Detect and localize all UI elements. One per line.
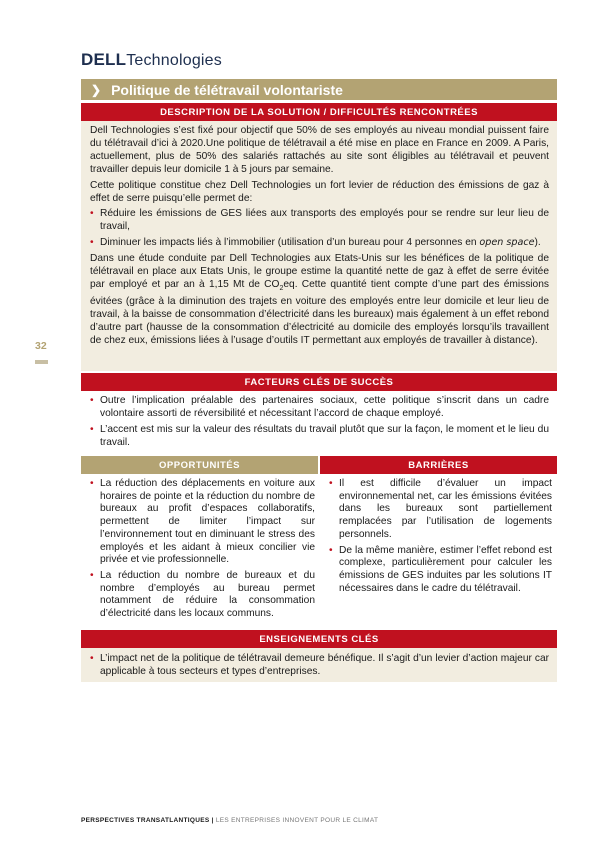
page-number: 32 xyxy=(35,340,47,352)
list-item xyxy=(90,478,315,567)
bullet-text: La réduction des déplacements en voiture aux horaires de pointe et la réduction du nombre de bureaux au profit d’espaces collaboratifs, permettent de limiter l’impact sur l’environnement tout en diminuant le stress des employés et les aidant à mieux concilier vie privée et vie professionnelle. xyxy=(100,478,315,566)
bullet-icon: • xyxy=(90,208,94,220)
section-heading-key-lessons: ENSEIGNEMENTS CLÉS xyxy=(81,630,557,648)
bullet-icon: • xyxy=(90,423,94,435)
paragraph-3-subscript: 2 xyxy=(279,285,284,292)
bullet-icon: • xyxy=(90,237,94,249)
success-factors-block xyxy=(81,395,557,453)
bullet-text: Diminuer les impacts liés à l’immobilier (utilisation d’un bureau pour 4 personnes en xyxy=(100,237,480,249)
list-item xyxy=(329,545,552,596)
bullet-icon: • xyxy=(329,544,333,556)
section-heading-description: DESCRIPTION DE LA SOLUTION / DIFFICULTÉS RENCONTRÉES xyxy=(81,103,557,121)
bullet-icon: • xyxy=(90,478,94,489)
opportunities-list xyxy=(90,478,315,621)
title-bar xyxy=(81,79,557,100)
footer-title: PERSPECTIVES TRANSATLANTIQUES xyxy=(81,817,210,824)
bullet-icon: • xyxy=(90,653,94,664)
description-block xyxy=(81,121,557,371)
list-item xyxy=(329,478,552,542)
description-paragraph-2: Cette politique constitue chez Dell Technologies un fort levier de réduction des émissions de gaz à effet de serre puisqu’elle permet de: xyxy=(90,179,549,204)
success-factors-list xyxy=(90,395,549,450)
description-paragraph-1: Dell Technologies s’est fixé pour objectif que 50% de ses employés au niveau mondial puissent faire du télétravail d’ici à 2020.Une politique de télétravail a été mise en place en France en 2009. A Paris, actuellement, plus de 50% des salariés rattachés au site sont éligibles au télétravail et peuvent travailler depuis leur domicile 1 à 5 jours par semaine. xyxy=(90,125,549,175)
dell-technologies-logo xyxy=(81,50,222,70)
bullet-text-end: ). xyxy=(534,237,541,249)
barriers-column xyxy=(329,478,552,598)
bullet-text: Il est difficile d’évaluer un impact environnemental net, car les émissions évitées dans les bureaux sont partiellement remplacées par l’utilisation de logements personnels. xyxy=(339,478,552,540)
list-item xyxy=(90,395,549,421)
logo-suffix: Technologies xyxy=(126,52,222,69)
bullet-text: L’accent est mis sur la valeur des résultats du travail plutôt que sur la façon, le moment et le lieu du travail. xyxy=(100,423,549,448)
section-heading-barriers: BARRIÈRES xyxy=(320,456,557,474)
list-item xyxy=(90,237,549,250)
bullet-icon: • xyxy=(90,569,94,581)
bullet-text: Outre l’implication préalable des partenaires sociaux, cette politique s’inscrit dans un cadre volontaire assorti de réversibilité et nécessitant l’accord de chaque employé. xyxy=(100,395,549,419)
section-heading-opportunities: OPPORTUNITÉS xyxy=(81,456,318,474)
opportunities-column xyxy=(90,478,315,624)
description-bullet-list xyxy=(90,208,549,250)
bullet-text: De la même manière, estimer l’effet rebond est complexe, particulièrement pour calculer les émissions de GES induites par les solutions IT nécessaires dans le cadre du télétravail. xyxy=(339,544,552,594)
paragraph-3-start: Dans une étude conduite par Dell Technologies aux Etats-Unis sur les bénéfices de la politique de télétravail en place aux Etats Unis, le groupe estime la quantité nette de gaz à effet de serre évitée par employé et par an à 1,15 Mt de CO xyxy=(90,253,549,290)
bullet-icon: • xyxy=(90,395,94,406)
page-title: Politique de télétravail volontariste xyxy=(111,81,343,98)
bullet-text: La réduction du nombre de bureaux et du nombre d’employés au bureau permet notamment de réduire la consommation d’électricité dans les locaux communs. xyxy=(100,569,315,620)
page-footer xyxy=(81,817,378,824)
key-lessons-block xyxy=(81,648,557,682)
key-lessons-list xyxy=(90,653,549,679)
list-item xyxy=(90,424,549,450)
paragraph-3-end: eq. Cette quantité tient compte d’une part des émissions évitées (grâce à la diminution des trajets en voiture des employés entre leur domicile et leur lieu de travail, à la baisse de consommation d’électricité dans les bureaux) mais également à un effet rebond d’autre part (hausse de la consommation d’électricité au domicile des employés lorsqu’ils travaillent de chez eux, émissions liées à l’usage d’outils IT permettant aux employés de travailler à distance). xyxy=(90,278,549,346)
list-item xyxy=(90,570,315,621)
footer-subtitle: LES ENTREPRISES INNOVENT POUR LE CLIMAT xyxy=(215,817,379,824)
list-item xyxy=(90,208,549,234)
bullet-text: Réduire les émissions de GES liées aux transports des employés pour se rendre sur leur lieu de travail, xyxy=(100,208,549,233)
chevron-right-icon: ❯ xyxy=(91,82,102,97)
footer-separator: | xyxy=(209,817,216,824)
bullet-icon: • xyxy=(329,478,333,489)
bullet-text: L’impact net de la politique de télétravail demeure bénéfique. Il s’agit d’un levier d’action majeur car applicable à tous secteurs et types d’entreprises. xyxy=(100,653,549,677)
description-paragraph-3 xyxy=(90,253,549,347)
section-heading-success-factors: FACTEURS CLÉS DE SUCCÈS xyxy=(81,373,557,391)
page-number-bar xyxy=(35,360,48,364)
logo-brand: DELL xyxy=(81,50,127,69)
barriers-list xyxy=(329,478,552,595)
bullet-italic-text: open space xyxy=(479,237,535,249)
list-item xyxy=(90,653,549,679)
